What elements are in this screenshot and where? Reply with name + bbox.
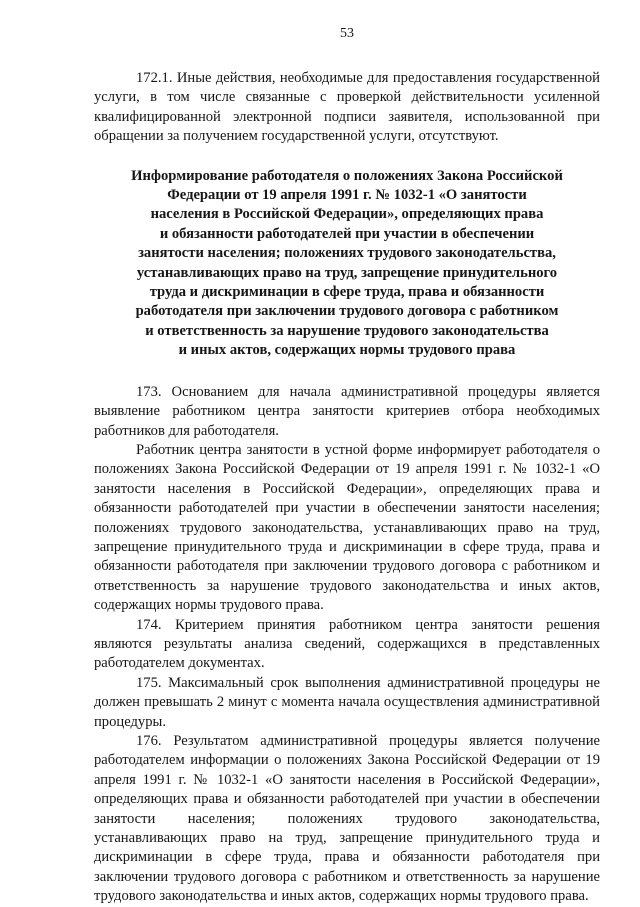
- document-page: [94, 24, 600, 907]
- paragraph-173-continued: Работник центра занятости в устной форме информирует работодателя о положениях Закона Российской Федерации от 19 апреля 1991 г. № 1032-1 «О занятости населения в Российской Федерации», определяющих права и обязанности работодателей при участии в обеспечении занятости населения; положениях трудового законодательства, устанавливающих право на труд, запрещение принудительного труда и дискриминации в сфере труда, права и обязанности работодателя при заключении трудового договора с работником и ответственность за нарушение трудового законодательства и иных актов, содержащих нормы трудового права.: [94, 441, 600, 614]
- heading-line: Федерации от 19 апреля 1991 г. № 1032-1 «О занятости: [167, 187, 527, 204]
- heading-line: и обязанности работодателей при участии в обеспечении: [159, 225, 535, 242]
- page-number: 53: [340, 26, 354, 41]
- paragraph-173: 173. Основанием для начала административной процедуры является выявление работником центра занятости критериев отбора необходимых работников для работодателя.: [94, 383, 600, 439]
- paragraph-175: 175. Максимальный срок выполнения административной процедуры не должен превышать 2 минут с момента начала осуществления административной процедуры.: [94, 674, 600, 730]
- heading-line: работодателя при заключении трудового договора с работником: [135, 303, 559, 320]
- paragraph-176: 176. Результатом административной процедуры является получение работодателем информации о положениях Закона Российской Федерации от 19 апреля 1991 г. № 1032-1 «О занятости населения в Российской Федерации», определяющих права и обязанности работодателей при участии в обеспечении занятости населения; положениях трудового законодательства, устанавливающих право на труд, запрещение принудительного труда и дискриминации в сфере труда, права и обязанности работодателя при заключении трудового договора с работником и ответственность за нарушение трудового законодательства и иных актов, содержащих нормы трудового права.: [94, 733, 600, 905]
- heading-line: устанавливающих право на труд, запрещение принудительного: [136, 264, 558, 281]
- heading-line: населения в Российской Федерации», определяющих права: [150, 206, 544, 223]
- paragraph-172-1: 172.1. Иные действия, необходимые для предоставления государственной услуги, в том числе связанные с проверкой действительности усиленной квалифицированной электронной подписи заявителя, использованной при обращении за получением государственной услуги, отсутствуют.: [94, 70, 600, 145]
- heading-line: занятости населения; положениях трудового законодательства,: [138, 245, 556, 262]
- heading-line: и ответственность за нарушение трудового законодательства: [145, 322, 549, 339]
- heading-line: труда и дискриминации в сфере труда, права и обязанности: [149, 284, 545, 301]
- heading-line: Информирование работодателя о положениях Закона Российской: [131, 167, 563, 184]
- paragraph-174: 174. Критерием принятия работником центра занятости решения являются результаты анализа сведений, содержащихся в представленных работодателем документах.: [94, 616, 600, 672]
- heading-line: и иных актов, содержащих нормы трудового права: [178, 342, 516, 359]
- section-heading: [122, 167, 572, 361]
